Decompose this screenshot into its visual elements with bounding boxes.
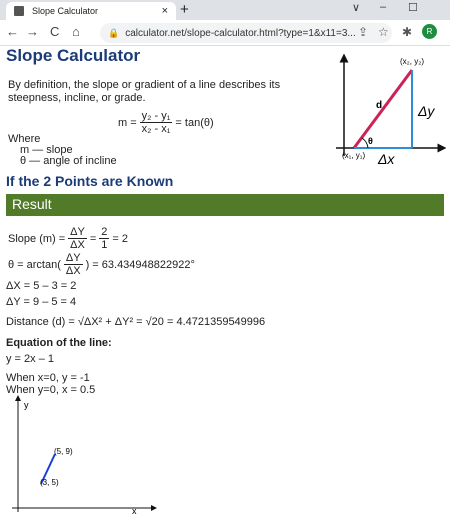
slope-value-den: 1 [101,239,108,251]
graph-point-b: (3, 5) [40,478,59,487]
slope-delta-den: ΔX [70,239,85,251]
url-text: calculator.net/slope-calculator.html?type=1&x11=3... [125,27,356,39]
where-label: Where [8,133,41,145]
diagram-p1-label: (x₁, y₁) [342,151,366,160]
theta-label: θ = arctan( [8,258,61,271]
calculator-favicon-icon [14,6,24,16]
address-bar[interactable] [100,23,392,43]
diagram-dy-label: Δy [418,103,435,119]
slope-diagram [330,52,446,170]
browser-tab-bar [0,0,450,20]
browser-toolbar [0,20,450,46]
profile-avatar[interactable]: R [422,24,437,39]
theta-result [8,252,195,277]
distance-result: Distance (d) = √ΔX² + ΔY² = √20 = 4.4721359549996 [6,316,266,328]
back-button[interactable]: ← [6,24,19,39]
home-button[interactable]: ⌂ [72,24,80,39]
new-tab-button[interactable]: + [180,1,189,18]
theta-fraction [64,252,83,277]
theta-den: ΔX [65,265,81,277]
page-title: Slope Calculator [6,46,141,65]
reload-button[interactable]: C [50,24,60,39]
where-item-m: m — slope [20,144,73,156]
where-block [8,134,117,167]
formula-denominator: x₂ - x₁ [141,123,171,135]
formula-lhs: m = [118,116,137,129]
when-y0: When y=0, x = 0.5 [6,384,96,396]
line-graph [8,394,158,514]
slope-result [8,226,128,251]
slope-value: = 2 [112,232,129,245]
tab-search-chevron-icon[interactable]: ∨ [352,2,361,14]
equation-heading: Equation of the line: [6,337,112,349]
intro-text: By definition, the slope or gradient of a line describes its steepness, incline, or grade. [8,79,281,104]
formula-rhs: = tan(θ) [175,116,214,129]
extensions-icon[interactable]: ✱ [402,25,413,39]
share-icon[interactable]: ⇪ [358,25,369,39]
theta-value: ) = 63.434948822922° [85,258,195,271]
dy-result: ΔY = 9 – 5 = 4 [6,296,77,308]
where-item-theta: θ — angle of incline [20,155,117,167]
slope-formula [118,110,214,135]
result-header: Result [6,194,444,216]
graph-point-a: (5, 9) [54,447,73,456]
dx-result: ΔX = 5 – 3 = 2 [6,280,77,292]
slope-label: Slope (m) = [8,232,66,245]
tab-close-icon[interactable]: × [161,5,168,17]
browser-tab[interactable] [6,2,176,20]
slope-value-num: 2 [101,226,108,238]
forward-button[interactable]: → [26,24,39,39]
equation-of-line: y = 2x – 1 [6,353,55,365]
slope-value-fraction [99,226,109,251]
diagram-theta-label: θ [368,136,373,146]
formula-fraction [140,110,173,135]
page-content [0,46,450,515]
theta-num: ΔY [65,252,81,264]
lock-icon: 🔒 [108,27,120,38]
formula-numerator: y₂ - y₁ [141,110,171,122]
diagram-p2-label: (x₂, y₂) [400,57,424,66]
tab-title: Slope Calculator [32,6,99,16]
slope-delta-num: ΔY [70,226,85,238]
maximize-button[interactable]: ☐ [408,2,418,14]
when-x0: When x=0, y = -1 [6,372,90,384]
minimize-button[interactable]: – [380,1,387,13]
bookmark-star-icon[interactable]: ☆ [378,25,389,39]
graph-x-label: x [132,506,137,514]
diagram-dx-label: Δx [378,151,395,167]
slope-eq: = [89,232,97,245]
section-title: If the 2 Points are Known [6,173,174,189]
diagram-d-label: d [376,100,383,111]
graph-y-label: y [24,400,29,410]
slope-delta-fraction [68,226,87,251]
diagram-hypotenuse [354,70,412,148]
